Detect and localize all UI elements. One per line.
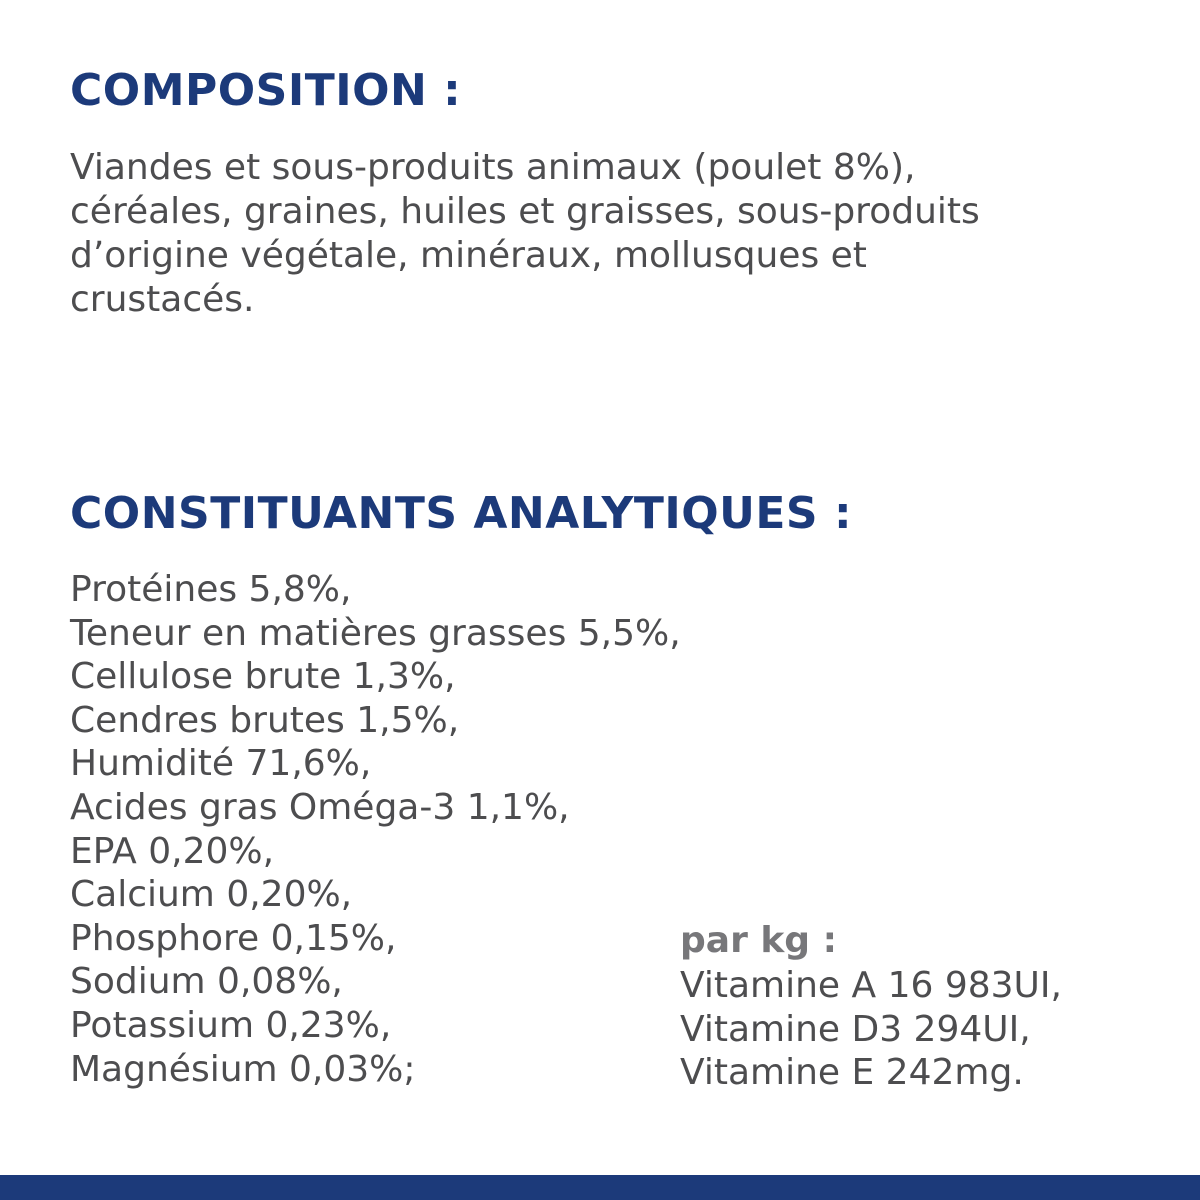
analytics-item-sodium: Sodium 0,08%, (70, 961, 343, 1003)
vitamin-item-d3: Vitamine D3 294UI, (680, 1008, 1031, 1050)
vitamin-item-a: Vitamine A 16 983UI, (680, 965, 1062, 1006)
analytics-item-cellulose: Cellulose brute 1,3%, (70, 656, 456, 698)
composition-heading: COMPOSITION : (70, 65, 462, 116)
analytics-item-humidite: Humidité 71,6%, (70, 743, 372, 785)
analytics-item-omega-3: Acides gras Oméga-3 1,1%, (70, 786, 570, 828)
analytics-item-potassium: Potassium 0,23%, (70, 1004, 392, 1046)
analytics-item-magnesium: Magnésium 0,03%; (70, 1048, 416, 1090)
composition-text: Viandes et sous-produits animaux (poulet 8%), céréales, graines, huiles et graisses, sous-produits d’origine végétale, minéraux, mollusques et crustacés. (70, 147, 980, 320)
per-kg-title: par kg : (680, 920, 837, 961)
vitamin-item-e: Vitamine E 242mg. (680, 1052, 1024, 1094)
analytics-item-cendres: Cendres brutes 1,5%, (70, 699, 460, 741)
analytics-list (70, 568, 681, 1091)
bottom-accent-bar (0, 1175, 1200, 1200)
analytics-heading: CONSTITUANTS ANALYTIQUES : (70, 488, 853, 539)
analytics-item-calcium: Calcium 0,20%, (70, 874, 353, 916)
per-kg-section (680, 918, 1062, 1095)
analytics-item-phosphore: Phosphore 0,15%, (70, 917, 397, 959)
analytics-item-matieres-grasses: Teneur en matières grasses 5,5%, (70, 612, 681, 654)
analytics-item-epa: EPA 0,20%, (70, 830, 275, 872)
analytics-item-proteines: Protéines 5,8%, (70, 569, 352, 610)
vitamin-list (680, 964, 1062, 1095)
